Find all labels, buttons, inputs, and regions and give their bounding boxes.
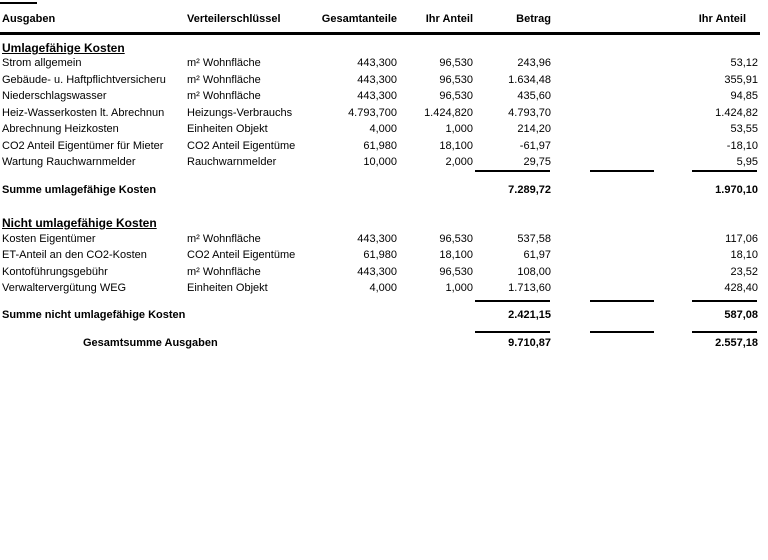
- header-ihr-anteil: Ihr Anteil: [425, 13, 473, 25]
- cell-gesamtanteile: 10,000: [363, 156, 397, 168]
- cell-ihr-betrag: 18,10: [730, 249, 758, 261]
- row-key: m² Wohnfläche: [187, 266, 261, 278]
- cell-spacer: [551, 140, 654, 153]
- cell-ihr-anteil: 96,530: [439, 57, 473, 69]
- row-label: Heiz-Wasserkosten lt. Abrechnun: [2, 107, 165, 119]
- cell-gesamtanteile: 61,980: [363, 140, 397, 152]
- cell-spacer: [551, 249, 654, 262]
- grand-total-label: Gesamtsumme Ausgaben: [83, 337, 218, 349]
- table-row: [0, 74, 758, 87]
- section-title-nicht-umlagefaehig: Nicht umlagefähige Kosten: [2, 216, 157, 230]
- cell-betrag: 61,97: [523, 249, 551, 261]
- cell-ihr-betrag: 5,95: [736, 156, 758, 168]
- cell-ihr-betrag: 53,12: [730, 57, 758, 69]
- header-verteilerschluessel: Verteilerschlüssel: [187, 13, 281, 25]
- grand-total-row: [0, 337, 758, 350]
- row-key: CO2 Anteil Eigentüme: [187, 140, 296, 152]
- cell-gesamtanteile: 443,300: [357, 266, 397, 278]
- row-key: CO2 Anteil Eigentüme: [187, 249, 296, 261]
- table-row: [0, 140, 758, 153]
- cell-spacer: [551, 90, 654, 103]
- cell-betrag: 537,58: [517, 233, 551, 245]
- cell-gesamtanteile: 4,000: [369, 123, 397, 135]
- table-row: [0, 57, 758, 70]
- grand-total-rule-middle: [590, 331, 654, 333]
- sum-rule-ihr-betrag: [692, 170, 757, 172]
- cell-ihr-anteil: 18,100: [439, 249, 473, 261]
- table-row: [0, 282, 758, 295]
- cell-ihr-anteil: 96,530: [439, 90, 473, 102]
- cell-spacer: [551, 309, 654, 322]
- row-label: Verwaltervergütung WEG: [2, 282, 127, 294]
- row-key: m² Wohnfläche: [187, 57, 261, 69]
- row-label: Strom allgemein: [2, 57, 82, 69]
- cell-ihr-betrag: 117,06: [725, 233, 758, 245]
- cell-spacer: [551, 74, 654, 87]
- cell-gesamtanteile: 4,000: [369, 282, 397, 294]
- cell-ihr-anteil: 1.424,820: [424, 107, 473, 119]
- table-row: [0, 233, 758, 246]
- cell-gesamtanteile: 443,300: [357, 233, 397, 245]
- sum-label: Summe umlagefähige Kosten: [2, 184, 157, 196]
- table-row: [0, 156, 758, 169]
- cell-ihr-anteil: 18,100: [439, 140, 473, 152]
- sum-ihr-betrag: 1.970,10: [715, 184, 758, 196]
- row-label: Abrechnung Heizkosten: [2, 123, 119, 135]
- cell-ihr-anteil: 1,000: [445, 123, 473, 135]
- table-row: [0, 107, 758, 120]
- row-key: Einheiten Objekt: [187, 123, 268, 135]
- cell-betrag: 108,00: [517, 266, 551, 278]
- cell-ihr-betrag: 94,85: [730, 90, 758, 102]
- cell-spacer: [551, 282, 654, 295]
- top-left-rule: [0, 2, 37, 4]
- header-ausgaben: Ausgaben: [2, 13, 56, 25]
- sum-rule-middle: [590, 170, 654, 172]
- table-row: [0, 90, 758, 103]
- cell-spacer: [551, 184, 654, 197]
- cell-ihr-anteil: 1,000: [445, 282, 473, 294]
- cell-ihr-anteil: 2,000: [445, 156, 473, 168]
- header-ihr-anteil-2: Ihr Anteil: [698, 13, 746, 25]
- cell-betrag: 435,60: [517, 90, 551, 102]
- row-key: Einheiten Objekt: [187, 282, 268, 294]
- header-betrag: Betrag: [516, 13, 551, 25]
- grand-total-rule-ihr-betrag: [692, 331, 757, 333]
- cell-betrag: 1.634,48: [508, 74, 551, 86]
- row-label: CO2 Anteil Eigentümer für Mieter: [2, 140, 164, 152]
- cell-spacer: [551, 156, 654, 169]
- cell-spacer: [551, 123, 654, 136]
- cell-gesamtanteile: 61,980: [363, 249, 397, 261]
- sum-ihr-betrag: 587,08: [724, 309, 758, 321]
- header-gesamtanteile: Gesamtanteile: [321, 13, 397, 25]
- cell-ihr-betrag: 355,91: [724, 74, 758, 86]
- cell-ihr-betrag: 428,40: [724, 282, 758, 294]
- table-row: [0, 123, 758, 136]
- sum-rule-ihr-betrag: [692, 300, 757, 302]
- table-header-row: [0, 13, 758, 26]
- grand-total-rule-betrag: [475, 331, 550, 333]
- cell-spacer: [551, 266, 654, 279]
- sum-betrag: 7.289,72: [508, 184, 551, 196]
- cell-spacer: [551, 107, 654, 120]
- sum-betrag: 2.421,15: [508, 309, 551, 321]
- cell-ihr-betrag: -18,10: [726, 140, 758, 152]
- cell-spacer: [551, 233, 654, 246]
- cell-betrag: -61,97: [519, 140, 551, 152]
- row-key: Rauchwarnmelder: [187, 156, 277, 168]
- table-row: [0, 266, 758, 279]
- cell-spacer: [551, 337, 654, 350]
- cell-gesamtanteile: 443,300: [357, 74, 397, 86]
- header-rule: [0, 32, 760, 35]
- cell-ihr-anteil: 96,530: [439, 74, 473, 86]
- row-label: ET-Anteil an den CO2-Kosten: [2, 249, 147, 261]
- row-key: m² Wohnfläche: [187, 90, 261, 102]
- cell-gesamtanteile: 443,300: [357, 90, 397, 102]
- row-key: Heizungs-Verbrauchs: [187, 107, 293, 119]
- sum-row-nicht-umlagefaehig: [0, 309, 758, 322]
- row-label: Kosten Eigentümer: [2, 233, 96, 245]
- cell-gesamtanteile: 443,300: [357, 57, 397, 69]
- row-label: Kontoführungsgebühr: [2, 266, 108, 278]
- cell-ihr-anteil: 96,530: [439, 266, 473, 278]
- table-row: [0, 249, 758, 262]
- cell-ihr-betrag: 53,55: [730, 123, 758, 135]
- row-label: Wartung Rauchwarnmelder: [2, 156, 136, 168]
- cell-betrag: 214,20: [517, 123, 551, 135]
- row-key: m² Wohnfläche: [187, 233, 261, 245]
- cell-betrag: 4.793,70: [508, 107, 551, 119]
- grand-total-betrag: 9.710,87: [508, 337, 551, 349]
- cell-ihr-betrag: 23,52: [730, 266, 758, 278]
- section-title-umlagefaehig: Umlagefähige Kosten: [2, 41, 125, 55]
- cell-ihr-betrag: 1.424,82: [715, 107, 758, 119]
- cell-betrag: 1.713,60: [508, 282, 551, 294]
- header-spacer: [551, 13, 654, 26]
- sum-label: Summe nicht umlagefähige Kosten: [2, 309, 186, 321]
- row-label: Niederschlagswasser: [2, 90, 107, 102]
- cell-spacer: [551, 57, 654, 70]
- grand-total-ihr-betrag: 2.557,18: [715, 337, 758, 349]
- row-label: Gebäude- u. Haftpflichtversicheru: [2, 74, 166, 86]
- sum-rule-betrag: [475, 170, 550, 172]
- sum-rule-middle: [590, 300, 654, 302]
- cell-betrag: 243,96: [517, 57, 551, 69]
- row-key: m² Wohnfläche: [187, 74, 261, 86]
- sum-row-umlagefaehig: [0, 184, 758, 197]
- cell-betrag: 29,75: [523, 156, 551, 168]
- cell-gesamtanteile: 4.793,700: [348, 107, 397, 119]
- sum-rule-betrag: [475, 300, 550, 302]
- cell-ihr-anteil: 96,530: [439, 233, 473, 245]
